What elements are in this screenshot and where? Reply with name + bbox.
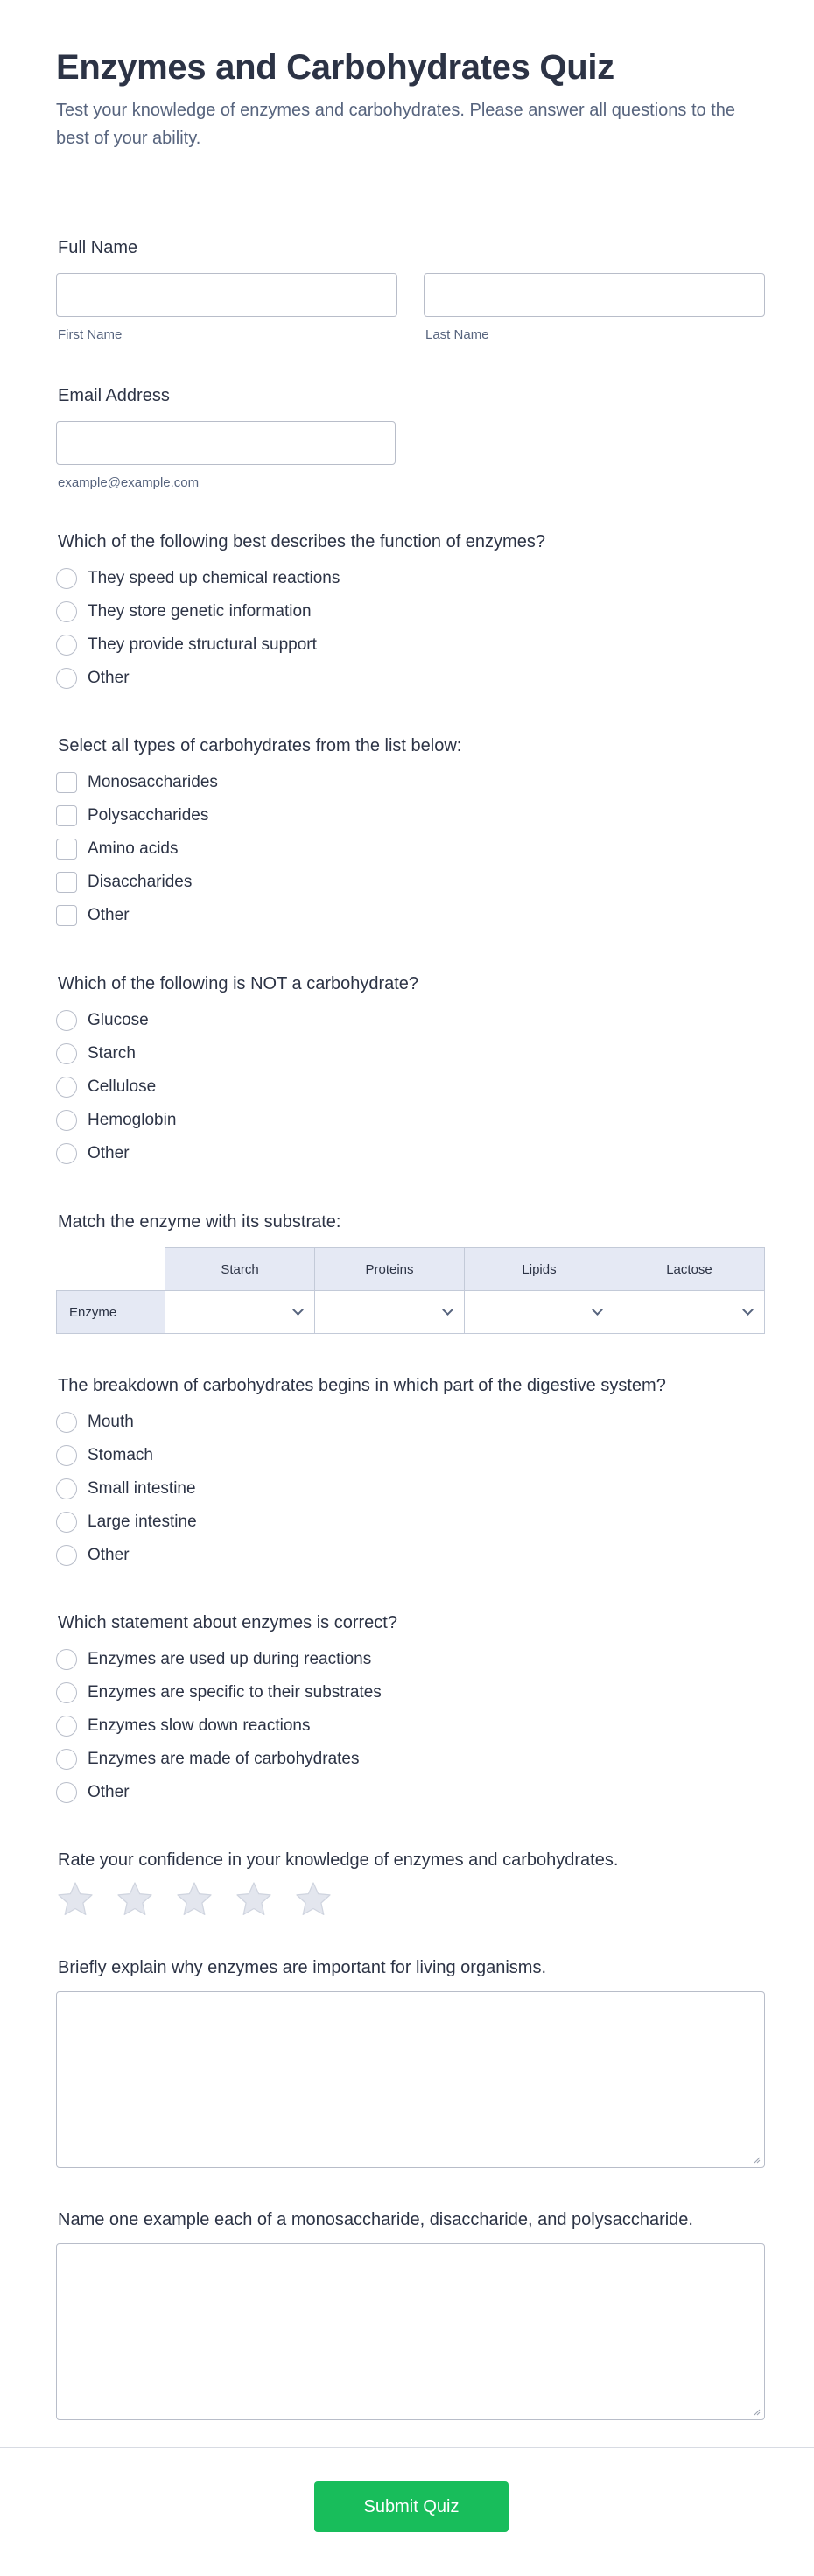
checkbox-option[interactable]: [56, 838, 179, 860]
email-field: [56, 384, 765, 490]
radio-button[interactable]: [56, 668, 77, 689]
matrix-column-header: Lactose: [614, 1247, 765, 1291]
radio-option[interactable]: [56, 600, 312, 623]
radio-option[interactable]: [56, 1142, 130, 1165]
radio-option[interactable]: [56, 1648, 371, 1671]
page-subtitle: Test your knowledge of enzymes and carbohydrates. Please answer all questions to the best of your ability.: [56, 101, 735, 148]
option-label: Mouth: [88, 1413, 134, 1431]
option-label: Small intestine: [88, 1479, 196, 1498]
proteins-dropdown[interactable]: [314, 1290, 465, 1334]
radio-option[interactable]: [56, 1411, 134, 1434]
question-enzyme-function: [56, 530, 765, 687]
question-label: Rate your confidence in your knowledge of enzymes and carbohydrates.: [58, 1850, 619, 1870]
radio-option[interactable]: [56, 1544, 130, 1567]
checkbox[interactable]: [56, 872, 77, 893]
star-icon[interactable]: [235, 1880, 273, 1919]
radio-button[interactable]: [56, 568, 77, 589]
chevron-down-icon: [742, 1304, 754, 1316]
question-match-enzyme: [56, 1211, 765, 1320]
last-name-input[interactable]: [424, 273, 765, 317]
star-icon[interactable]: [116, 1880, 154, 1919]
radio-button[interactable]: [56, 1143, 77, 1164]
radio-option[interactable]: [56, 1444, 153, 1467]
radio-option[interactable]: [56, 667, 130, 690]
question-label: Select all types of carbohydrates from the list below:: [58, 736, 462, 755]
examples-textarea[interactable]: [56, 2243, 765, 2420]
form-footer: [0, 2447, 814, 2576]
radio-option[interactable]: [56, 1511, 197, 1534]
checkbox[interactable]: [56, 905, 77, 926]
option-label: Polysaccharides: [88, 806, 209, 825]
option-label: Other: [88, 1546, 130, 1564]
option-label: Cellulose: [88, 1077, 157, 1096]
radio-button[interactable]: [56, 601, 77, 622]
submit-button[interactable]: Submit Quiz: [314, 2481, 509, 2532]
form-header: [0, 0, 814, 193]
radio-option[interactable]: [56, 1715, 311, 1737]
radio-option[interactable]: [56, 1681, 382, 1704]
question-label: Which of the following best describes the function of enzymes?: [58, 532, 545, 551]
radio-option[interactable]: [56, 634, 317, 656]
radio-option[interactable]: [56, 1748, 360, 1771]
option-label: Monosaccharides: [88, 773, 218, 791]
email-input[interactable]: [56, 421, 396, 465]
option-label: Glucose: [88, 1011, 149, 1029]
checkbox[interactable]: [56, 805, 77, 826]
first-name-sublabel: First Name: [58, 327, 123, 342]
first-name-input[interactable]: [56, 273, 397, 317]
option-label: Stomach: [88, 1446, 153, 1464]
option-label: They store genetic information: [88, 602, 312, 621]
matrix-column-header: Lipids: [464, 1247, 614, 1291]
option-label: Disaccharides: [88, 873, 193, 891]
checkbox[interactable]: [56, 772, 77, 793]
option-label: Enzymes are made of carbohydrates: [88, 1750, 360, 1768]
question-label: Which of the following is NOT a carbohydrate?: [58, 974, 419, 993]
resize-handle-icon[interactable]: [752, 2407, 761, 2416]
star-icon[interactable]: [294, 1880, 333, 1919]
radio-button[interactable]: [56, 1749, 77, 1770]
radio-button[interactable]: [56, 1077, 77, 1098]
checkbox-option[interactable]: [56, 804, 208, 827]
checkbox-option[interactable]: [56, 871, 192, 894]
question-not-carbohydrate: [56, 972, 765, 1162]
radio-button[interactable]: [56, 1043, 77, 1064]
chevron-down-icon: [442, 1304, 453, 1316]
question-label: Match the enzyme with its substrate:: [58, 1212, 341, 1232]
option-label: Large intestine: [88, 1513, 197, 1531]
question-label: The breakdown of carbohydrates begins in which part of the digestive system?: [58, 1376, 666, 1395]
option-label: Enzymes are used up during reactions: [88, 1650, 372, 1668]
checkbox-option[interactable]: [56, 904, 130, 927]
radio-button[interactable]: [56, 1545, 77, 1566]
explain-textarea[interactable]: [56, 1991, 765, 2168]
option-label: Other: [88, 906, 130, 924]
star-rating: [56, 1880, 354, 1919]
option-label: Amino acids: [88, 839, 179, 858]
option-label: Other: [88, 1783, 130, 1801]
question-label: Name one example each of a monosaccharide, disaccharide, and polysaccharide.: [58, 2210, 693, 2229]
radio-button[interactable]: [56, 1412, 77, 1433]
option-label: Other: [88, 1144, 130, 1162]
star-icon[interactable]: [175, 1880, 214, 1919]
lipids-dropdown[interactable]: [464, 1290, 614, 1334]
question-label: Which statement about enzymes is correct?: [58, 1613, 397, 1632]
radio-button[interactable]: [56, 1782, 77, 1803]
question-digestive-system: [56, 1374, 765, 1564]
radio-button[interactable]: [56, 635, 77, 656]
radio-button[interactable]: [56, 1478, 77, 1499]
radio-button[interactable]: [56, 1010, 77, 1031]
question-carbohydrate-types: [56, 734, 765, 924]
page-title: Enzymes and Carbohydrates Quiz: [56, 48, 614, 87]
question-explain-importance: [56, 1956, 765, 1979]
radio-button[interactable]: [56, 1110, 77, 1131]
starch-dropdown[interactable]: [165, 1290, 315, 1334]
matrix-row-label: Enzyme: [56, 1290, 165, 1334]
option-label: Hemoglobin: [88, 1111, 177, 1129]
question-carbohydrate-examples: [56, 2208, 765, 2231]
radio-option[interactable]: [56, 1781, 130, 1804]
matrix-column-header: Proteins: [314, 1247, 465, 1291]
radio-button[interactable]: [56, 1682, 77, 1703]
option-label: Enzymes are specific to their substrates: [88, 1683, 382, 1702]
option-label: Other: [88, 669, 130, 687]
checkbox-option[interactable]: [56, 771, 218, 794]
full-name-field: [56, 236, 765, 342]
question-enzyme-statement: [56, 1611, 765, 1801]
question-confidence-rating: [56, 1849, 765, 1871]
radio-option[interactable]: [56, 1009, 149, 1032]
chevron-down-icon: [292, 1304, 304, 1316]
radio-option[interactable]: [56, 1076, 156, 1098]
option-label: They speed up chemical reactions: [88, 569, 340, 587]
checkbox[interactable]: [56, 839, 77, 860]
star-icon[interactable]: [56, 1880, 95, 1919]
matrix-column-header: Starch: [165, 1247, 315, 1291]
resize-handle-icon[interactable]: [752, 2155, 761, 2164]
option-label: Starch: [88, 1044, 136, 1063]
chevron-down-icon: [592, 1304, 603, 1316]
lactose-dropdown[interactable]: [614, 1290, 765, 1334]
radio-option[interactable]: [56, 1042, 136, 1065]
radio-button[interactable]: [56, 1649, 77, 1670]
last-name-sublabel: Last Name: [425, 327, 489, 342]
question-label: Briefly explain why enzymes are important for living organisms.: [58, 1958, 546, 1977]
radio-button[interactable]: [56, 1512, 77, 1533]
radio-option[interactable]: [56, 1109, 176, 1132]
radio-option[interactable]: [56, 567, 340, 590]
radio-button[interactable]: [56, 1445, 77, 1466]
radio-button[interactable]: [56, 1716, 77, 1737]
radio-option[interactable]: [56, 1478, 196, 1500]
full-name-label: Full Name: [58, 238, 138, 257]
option-label: Enzymes slow down reactions: [88, 1716, 311, 1735]
email-label: Email Address: [58, 386, 170, 405]
option-label: They provide structural support: [88, 635, 317, 654]
email-sublabel: example@example.com: [58, 475, 200, 490]
